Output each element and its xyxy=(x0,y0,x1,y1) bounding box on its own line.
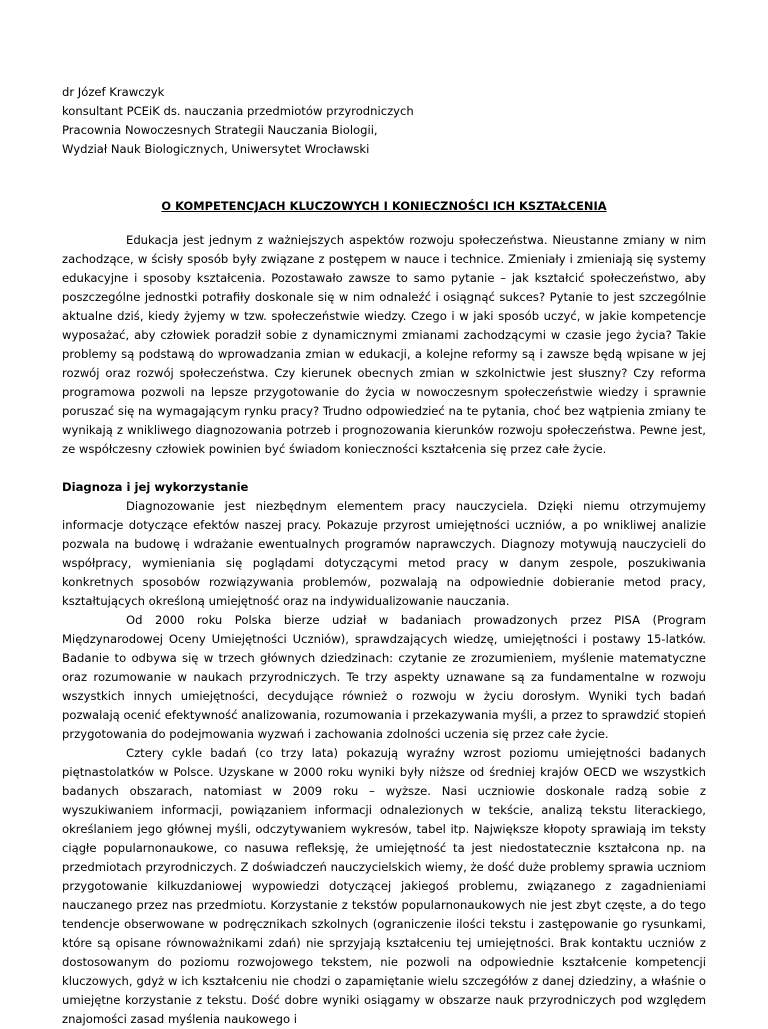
document-title: O KOMPETENCJACH KLUCZOWYCH I KONIECZNOŚCI ICH KSZTAŁCENIA xyxy=(161,199,607,213)
author-faculty: Wydział Nauk Biologicznych, Uniwersytet Wrocławski xyxy=(62,142,370,156)
section-paragraph-3: Cztery cykle badań (co trzy lata) pokazują wyraźny wzrost poziomu umiejętności badanych piętnastolatków w Polsce. Uzyskane w 2000 roku wyniki były niższe od średniej krajów OECD we wszystkich badanych obszarach, natomiast w 2009 roku – wyższe. Nasi uczniowie doskonale radzą sobie z wyszukiwaniem informacji, powiązaniem informacji odnalezionych w tekście, analizą tekstu literackiego, określaniem jego głównej myśli, odczytywaniem wykresów, tabel itp. Największe kłopoty sprawiają im teksty ciągłe popularnonaukowe, co nasuwa refleksję, że umiejętność ta jest niedostatecznie kształcona np. na przedmiotach przyrodniczych. Z doświadczeń nauczycielskich wiemy, że dość duże problemy sprawia uczniom przygotowanie kilkuzdaniowej wypowiedzi dotyczącej jakiegoś problemu, związanego z zagadnieniami nauczanego przez nas przedmiotu. Korzystanie z tekstów popularnonaukowych nie jest zbyt częste, a do tego tendencje obserwowane w podręcznikach szkolnych (ograniczenie ilości tekstu i zastępowanie go rysunkami, które są opisane równoważnikami zdań) nie sprzyjają kształceniu tej umiejętności. Brak kontaktu uczniów z dostosowanym do poziomu rozwojowego tekstem, nie pozwoli na odpowiednie kształcenie kompetencji kluczowych, gdyż w ich kształceniu nie chodzi o zapamiętanie wielu szczegółów z danej dziedziny, a właśnie o umiejętne korzystanie z tekstu. Dość dobre wyniki osiągamy w obszarze nauk przyrodniczych pod względem znajomości zasad myślenia naukowego i xyxy=(62,746,706,1026)
intro-paragraph: Edukacja jest jednym z ważniejszych aspektów rozwoju społeczeństwa. Nieustanne zmiany w nim zachodzące, w ścisły sposób były związane z postępem w nauce i technice. Zmieniały i zmieniają się systemy edukacyjne i sposoby kształcenia. Pozostawało zawsze to samo pytanie – jak kształcić społeczeństwo, aby poszczególne jednostki potrafiły doskonale się w nim odnaleźć i osiągnąć sukces? Pytanie to jest szczególnie aktualne dziś, kiedy żyjemy w tzw. społeczeństwie wiedzy. Czego i w jaki sposób uczyć, w jakie kompetencje wyposażać, aby człowiek poradził sobie z dynamicznymi zmianami zachodzącymi w czasie jego życia? Takie problemy są podstawą do wprowadzania zmian w edukacji, a kolejne reformy są i zawsze będą wpisane w jej rozwój oraz rozwój społeczeństwa. Czy kierunek obecnych zmian w szkolnictwie jest słuszny? Czy reforma programowa pozwoli na lepsze przygotowanie do życia w nowoczesnym społeczeństwie wiedzy i sprawnie poruszać się na wymagającym rynku pracy? Trudno odpowiedzieć na te pytania, choć bez wątpienia zmiany te wynikają z wnikliwego diagnozowania potrzeb i prognozowania kierunków rozwoju społeczeństwa. Pewne jest, ze współczesny człowiek powinien być świadom konieczności kształcenia się przez całe życie. xyxy=(62,233,706,456)
author-department: Pracownia Nowoczesnych Strategii Nauczania Biologii, xyxy=(62,123,378,137)
author-header xyxy=(62,83,706,159)
section-paragraph-2: Od 2000 roku Polska bierze udział w badaniach prowadzonych przez PISA (Program Międzynarodowej Oceny Umiejętności Uczniów), sprawdzających wiedzę, umiejętności i postawy 15-latków. Badanie to odbywa się w trzech głównych dziedzinach: czytanie ze zrozumieniem, myślenie matematyczne oraz rozumowanie w naukach przyrodniczych. Te trzy aspekty uznawane są za fundamentalne w rozwoju wszystkich innych umiejętności, decydujące również o rozwoju w życiu dorosłym. Wyniki tych badań pozwalają ocenić efektywność analizowania, rozumowania i przekazywania myśli, a przez to sprawdzić stopień przygotowania do podejmowania wyzwań i zachowania zdolności uczenia się przez całe życie. xyxy=(62,613,706,741)
author-name: dr Józef Krawczyk xyxy=(62,85,165,99)
author-position: konsultant PCEiK ds. nauczania przedmiotów przyrodniczych xyxy=(62,104,414,118)
document-page xyxy=(62,83,706,1029)
section-paragraph-1: Diagnozowanie jest niezbędnym elementem pracy nauczyciela. Dzięki niemu otrzymujemy informacje dotyczące efektów naszej pracy. Pokazuje przyrost umiejętności uczniów, a po wnikliwej analizie pozwala na budowę i wdrażanie ewentualnych programów naprawczych. Diagnozy motywują nauczycieli do współpracy, wymieniania się poglądami dotyczącymi metod pracy w danym zespole, poszukiwania konkretnych sposobów rozwiązywania problemów, pozwalają na odpowiednie dobieranie metod pracy, kształtujących określoną umiejętność oraz na indywidualizowanie nauczania. xyxy=(62,499,706,608)
section-heading: Diagnoza i jej wykorzystanie xyxy=(62,480,249,494)
